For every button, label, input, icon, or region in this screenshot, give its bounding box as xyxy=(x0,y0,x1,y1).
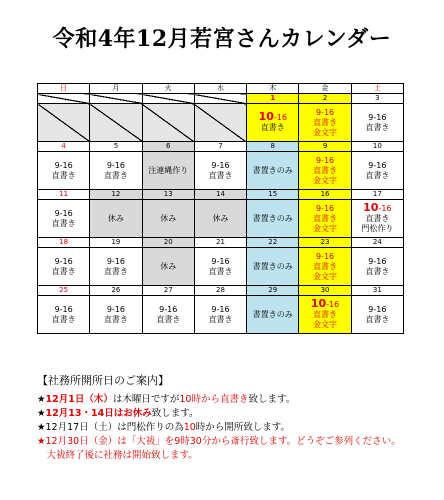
weekday-label: 木 xyxy=(247,84,299,94)
cell-text: 直書き xyxy=(260,123,285,132)
cell-line xyxy=(299,299,350,310)
weekday-label: 金 xyxy=(299,84,351,94)
cell-text: 休み xyxy=(212,213,229,223)
day-number: 30 xyxy=(299,286,351,296)
cell-text: 9-16 xyxy=(54,160,73,170)
cell-line xyxy=(38,219,89,229)
cell-line xyxy=(143,214,194,224)
cell-text: 門松作り xyxy=(361,224,394,233)
weekday-label: 日 xyxy=(38,84,90,94)
day-cell xyxy=(142,296,194,334)
day-number xyxy=(38,94,90,104)
cell-line xyxy=(352,214,403,224)
cell-text: 9-16 xyxy=(315,155,335,165)
day-cell xyxy=(194,248,246,286)
day-number: 5 xyxy=(90,142,142,152)
cell-line xyxy=(90,305,141,315)
cell-text: 9-16 xyxy=(315,203,335,213)
cell-line xyxy=(352,113,403,123)
cell-text: 書置きのみ xyxy=(252,309,293,319)
cell-line xyxy=(299,320,350,330)
day-number xyxy=(90,94,142,104)
day-number: 9 xyxy=(299,142,351,152)
cell-text: 10 xyxy=(363,201,379,214)
cell-line xyxy=(90,315,141,325)
cell-text: 9-16 xyxy=(211,304,230,314)
day-number: 3 xyxy=(351,94,403,104)
cell-line xyxy=(299,224,350,234)
cell-line xyxy=(38,315,89,325)
cell-text: 直書き xyxy=(313,261,338,271)
day-number: 2 xyxy=(299,94,351,104)
cell-text: 書置きのみ xyxy=(252,261,293,271)
cell-text: 9-16 xyxy=(368,112,387,122)
cell-line xyxy=(143,315,194,325)
cell-text: 10 xyxy=(258,110,274,123)
cell-line xyxy=(299,108,350,118)
cell-line xyxy=(299,262,350,272)
cell-line xyxy=(247,166,298,176)
day-number-row xyxy=(38,142,404,152)
cell-text: 9-16 xyxy=(368,160,387,170)
day-cell xyxy=(247,248,299,286)
cell-line xyxy=(90,161,141,171)
day-number: 27 xyxy=(142,286,194,296)
day-number: 7 xyxy=(194,142,246,152)
day-content-row xyxy=(38,296,404,334)
cell-line xyxy=(352,224,403,234)
info-segment: 時から開所致します。 xyxy=(195,422,291,433)
cell-line xyxy=(352,161,403,171)
cell-line xyxy=(247,262,298,272)
day-number-row xyxy=(38,286,404,296)
cell-line xyxy=(143,262,194,272)
day-number: 20 xyxy=(142,238,194,248)
cell-text: 9-16 xyxy=(106,256,125,266)
cell-text: 直書き xyxy=(365,170,390,180)
weekday-label: 月 xyxy=(90,84,142,94)
cell-line xyxy=(90,214,141,224)
cell-line xyxy=(299,156,350,166)
day-cell xyxy=(194,152,246,190)
day-cell xyxy=(38,152,90,190)
info-segment: 致します。 xyxy=(151,408,199,419)
day-cell xyxy=(299,200,351,238)
cell-text: 10 xyxy=(310,297,327,310)
day-content-row xyxy=(38,104,404,142)
day-number-row xyxy=(38,238,404,248)
day-number: 23 xyxy=(299,238,351,248)
cell-line xyxy=(299,118,350,128)
info-line xyxy=(37,421,437,435)
cell-line xyxy=(247,112,298,123)
cell-text: 直書き xyxy=(103,170,128,180)
cell-text: 直書き xyxy=(365,314,390,324)
cell-line xyxy=(90,267,141,277)
cell-text: 書置きのみ xyxy=(252,213,293,223)
cell-text: 9-16 xyxy=(54,304,73,314)
day-cell xyxy=(351,152,403,190)
cell-line xyxy=(352,171,403,181)
cell-line xyxy=(299,176,350,186)
cell-line xyxy=(195,214,246,224)
cell-line xyxy=(299,310,350,320)
info-segment: は木曜日ですが xyxy=(112,394,180,405)
cell-line xyxy=(352,305,403,315)
day-number: 31 xyxy=(351,286,403,296)
weekday-label: 火 xyxy=(142,84,194,94)
weekday-header-row xyxy=(38,84,404,94)
day-cell xyxy=(351,200,403,238)
info-segment: ★ xyxy=(37,408,46,419)
day-content-row xyxy=(38,248,404,286)
info-segment: 大祓終了後に社務は開始致します。 xyxy=(37,450,198,461)
cell-text: 直書き xyxy=(51,218,76,228)
day-number: 6 xyxy=(142,142,194,152)
cell-text: 9-16 xyxy=(368,256,387,266)
day-cell xyxy=(299,296,351,334)
cell-text: 直書き xyxy=(51,170,76,180)
cell-line xyxy=(247,310,298,320)
cell-text: 直書き xyxy=(365,266,390,276)
day-number: 1 xyxy=(247,94,299,104)
day-number: 22 xyxy=(247,238,299,248)
day-cell xyxy=(247,200,299,238)
day-number: 10 xyxy=(351,142,403,152)
cell-text: 直書き xyxy=(208,170,233,180)
weekday-label: 土 xyxy=(351,84,403,94)
info-segment: 致します。 xyxy=(248,394,296,405)
day-number: 29 xyxy=(247,286,299,296)
cell-text: 9-16 xyxy=(54,208,73,218)
cell-text: 金文字 xyxy=(313,223,338,233)
info-segment: 12月1日（木） xyxy=(45,394,113,405)
day-number: 4 xyxy=(38,142,90,152)
cell-text: 休み xyxy=(160,213,177,223)
info-line xyxy=(37,435,437,449)
cell-text: 直書き xyxy=(156,314,181,324)
day-cell xyxy=(38,248,90,286)
day-cell xyxy=(90,296,142,334)
cell-text: 9-16 xyxy=(159,304,178,314)
page-title: 令和4年12月若宮さんカレンダー xyxy=(52,26,392,52)
day-number-row xyxy=(38,190,404,200)
cell-text: 9-16 xyxy=(315,251,335,261)
info-segment: ★12月17日（土）は門松作りの為 xyxy=(37,422,184,433)
weekday-label: 水 xyxy=(194,84,246,94)
cell-line xyxy=(352,123,403,133)
cell-text: 9-16 xyxy=(106,304,125,314)
cell-text: 9-16 xyxy=(368,304,387,314)
cell-line xyxy=(299,214,350,224)
cell-line xyxy=(38,161,89,171)
day-number: 17 xyxy=(351,190,403,200)
cell-line xyxy=(352,267,403,277)
day-cell xyxy=(38,296,90,334)
cell-line xyxy=(247,214,298,224)
cell-line xyxy=(195,305,246,315)
cell-text: 直書き xyxy=(103,314,128,324)
cell-text-suffix: -16 xyxy=(378,204,392,213)
cell-text: 休み xyxy=(107,213,124,223)
day-cell xyxy=(90,152,142,190)
cell-line xyxy=(352,257,403,267)
cell-line xyxy=(90,171,141,181)
cell-text: 直書き xyxy=(51,314,76,324)
day-cell xyxy=(142,152,194,190)
day-number: 24 xyxy=(351,238,403,248)
day-number: 14 xyxy=(194,190,246,200)
cell-line xyxy=(38,257,89,267)
day-cell xyxy=(247,152,299,190)
cell-text: 直書き xyxy=(313,310,338,319)
day-number: 16 xyxy=(299,190,351,200)
info-section xyxy=(37,372,437,463)
cell-text: 直書き xyxy=(208,266,233,276)
info-segment: 10 xyxy=(183,422,196,433)
cell-text: 直書き xyxy=(313,213,338,223)
info-line xyxy=(37,449,437,463)
day-number: 12 xyxy=(90,190,142,200)
cell-text: 9-16 xyxy=(315,107,335,117)
cell-line xyxy=(352,203,403,214)
cell-line xyxy=(299,252,350,262)
info-segment: 12月13・14日はお休み xyxy=(45,408,152,419)
info-segment: ★ xyxy=(37,394,46,405)
cell-text: 直書き xyxy=(103,266,128,276)
day-cell xyxy=(38,200,90,238)
day-number: 26 xyxy=(90,286,142,296)
day-cell xyxy=(90,248,142,286)
cell-text: 直書き xyxy=(313,165,338,175)
cell-line xyxy=(38,267,89,277)
info-segment: ★12月30日（金）は「大祓」を9時30分から斎行致します。どうぞご参列ください。 xyxy=(37,436,401,447)
day-cell xyxy=(351,248,403,286)
day-cell xyxy=(90,104,142,142)
day-number xyxy=(142,94,194,104)
day-number: 21 xyxy=(194,238,246,248)
day-content-row xyxy=(38,152,404,190)
cell-line xyxy=(195,171,246,181)
cell-line xyxy=(299,166,350,176)
day-number xyxy=(194,94,246,104)
info-heading: 【社務所開所日のご案内】 xyxy=(37,374,169,387)
cell-line xyxy=(195,315,246,325)
cell-line xyxy=(299,272,350,282)
day-cell xyxy=(299,104,351,142)
cell-text: 金文字 xyxy=(313,127,338,137)
cell-line xyxy=(195,267,246,277)
cell-line xyxy=(38,305,89,315)
cell-text: 9-16 xyxy=(211,256,230,266)
cell-text: 直書き xyxy=(365,214,390,223)
day-cell xyxy=(299,248,351,286)
day-cell xyxy=(194,200,246,238)
cell-text: 9-16 xyxy=(211,160,230,170)
cell-text-suffix: -16 xyxy=(273,113,287,122)
cell-text: 9-16 xyxy=(54,256,73,266)
day-cell xyxy=(194,296,246,334)
day-cell xyxy=(299,152,351,190)
cell-text: 9-16 xyxy=(106,160,125,170)
day-number: 25 xyxy=(38,286,90,296)
day-cell xyxy=(142,248,194,286)
cell-text: 注連縄作り xyxy=(148,165,189,175)
day-number: 11 xyxy=(38,190,90,200)
info-segment: 10時から直書き xyxy=(179,394,249,405)
day-number-row xyxy=(38,94,404,104)
day-cell xyxy=(38,104,90,142)
cell-line xyxy=(352,315,403,325)
cell-text-suffix: -16 xyxy=(326,300,340,309)
day-cell xyxy=(142,104,194,142)
day-number: 28 xyxy=(194,286,246,296)
cell-text: 金文字 xyxy=(313,271,338,281)
cell-line xyxy=(299,204,350,214)
cell-text: 金文字 xyxy=(313,320,338,329)
cell-line xyxy=(299,128,350,138)
day-cell xyxy=(351,104,403,142)
cell-line xyxy=(38,171,89,181)
day-cell xyxy=(90,200,142,238)
day-cell xyxy=(247,296,299,334)
info-line xyxy=(37,407,437,421)
day-number: 13 xyxy=(142,190,194,200)
cell-line xyxy=(38,209,89,219)
day-cell xyxy=(194,104,246,142)
cell-line xyxy=(143,166,194,176)
day-number: 18 xyxy=(38,238,90,248)
cell-line xyxy=(247,123,298,133)
cell-text: 休み xyxy=(160,261,177,271)
cell-line xyxy=(143,305,194,315)
calendar-table xyxy=(37,83,404,334)
day-cell xyxy=(351,296,403,334)
cell-line xyxy=(195,257,246,267)
cell-text: 直書き xyxy=(208,314,233,324)
cell-text: 直書き xyxy=(313,117,338,127)
day-number: 8 xyxy=(247,142,299,152)
day-content-row xyxy=(38,200,404,238)
day-cell xyxy=(142,200,194,238)
cell-text: 書置きのみ xyxy=(252,165,293,175)
cell-text: 直書き xyxy=(365,122,390,132)
day-cell xyxy=(247,104,299,142)
cell-text: 金文字 xyxy=(313,175,338,185)
cell-line xyxy=(90,257,141,267)
day-number: 15 xyxy=(247,190,299,200)
info-line xyxy=(37,393,437,407)
cell-text: 直書き xyxy=(51,266,76,276)
cell-line xyxy=(195,161,246,171)
day-number: 19 xyxy=(90,238,142,248)
